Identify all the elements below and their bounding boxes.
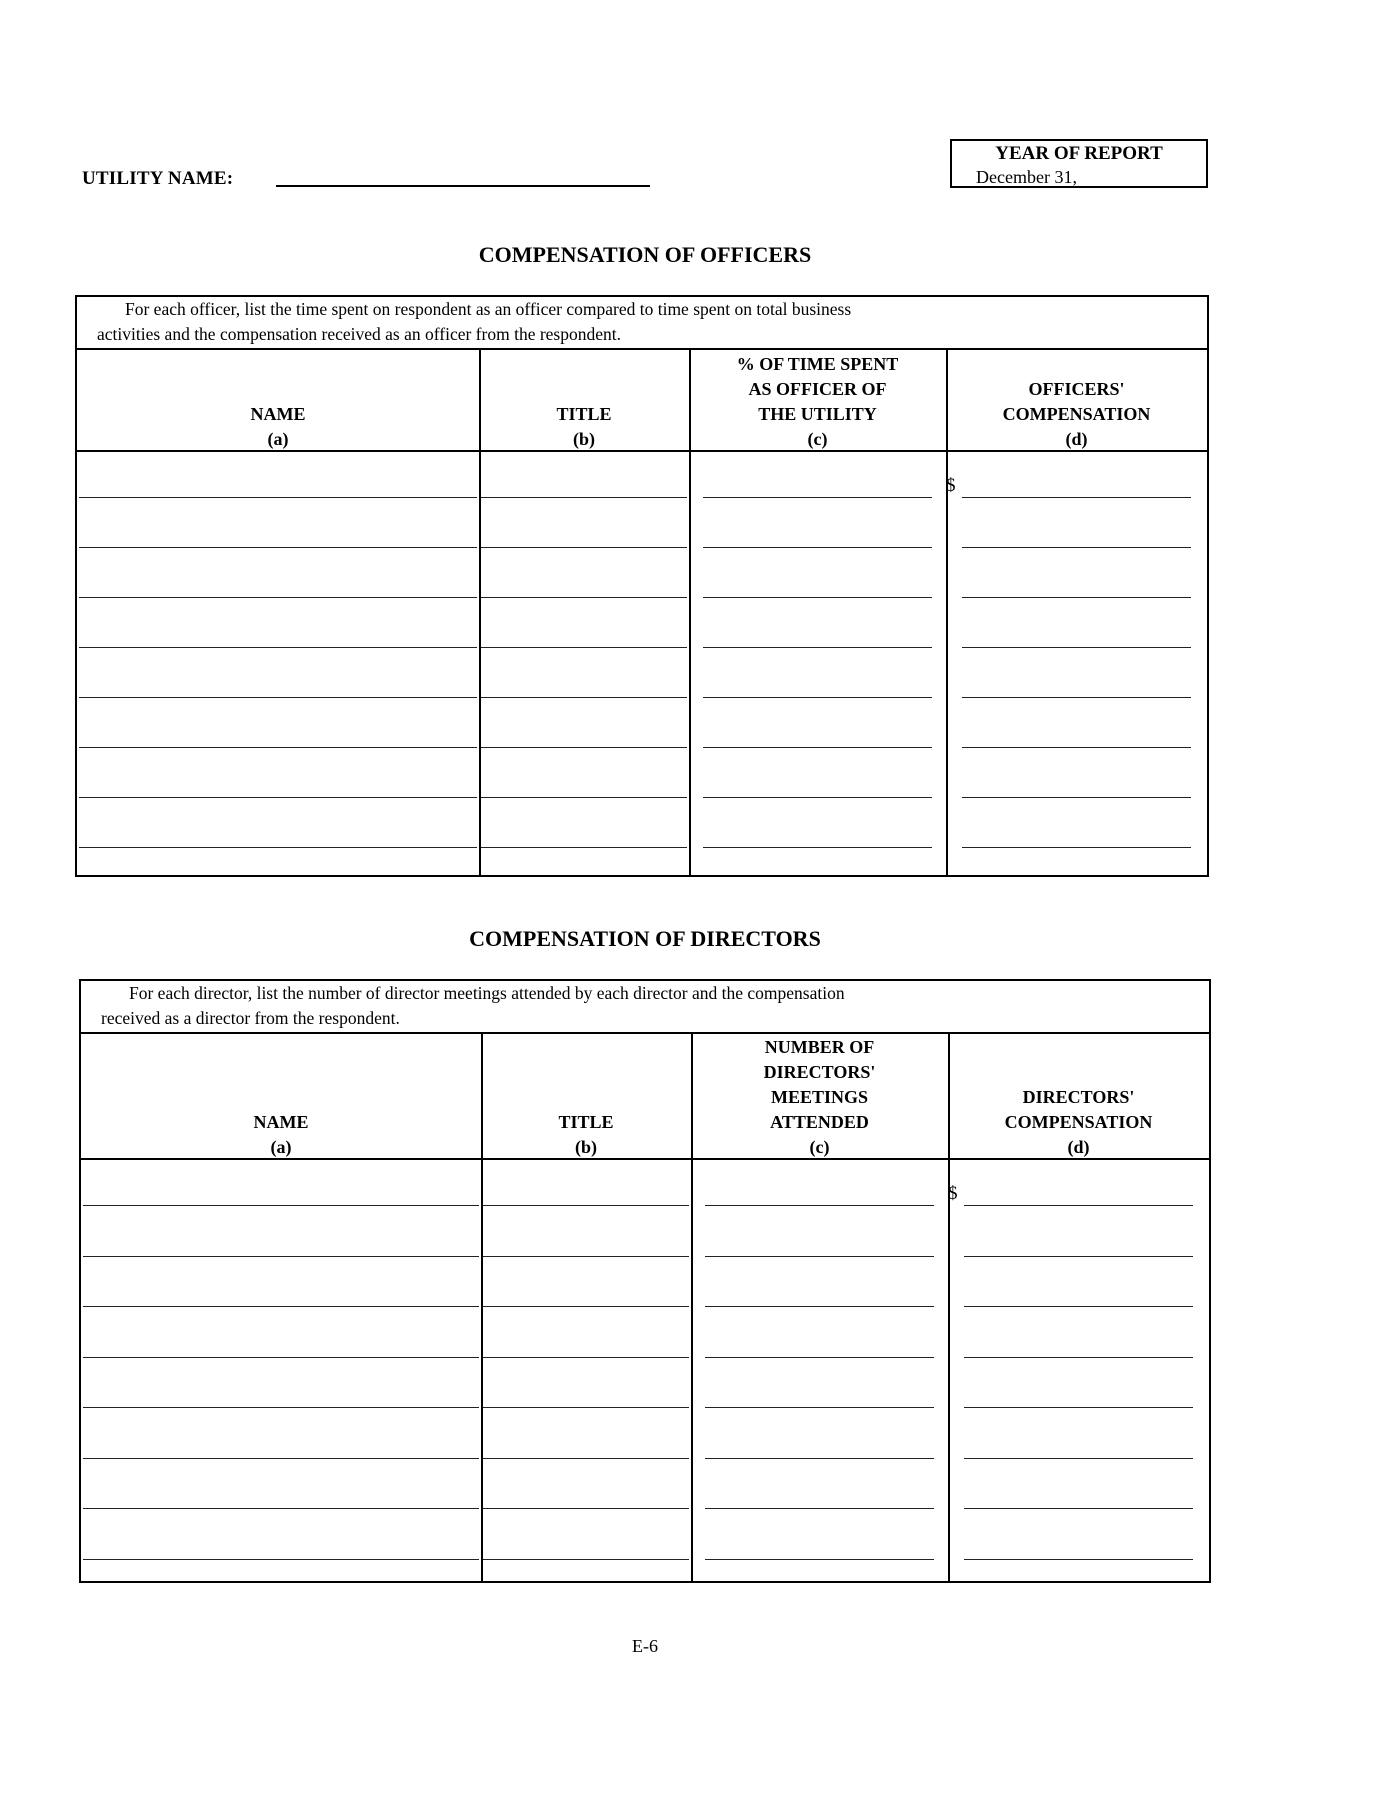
officers-compensation-entry-line[interactable] — [962, 497, 1191, 498]
directors-column-header-1 — [481, 1034, 691, 1160]
officers-compensation-entry-line[interactable] — [962, 747, 1191, 748]
officers-section-title: COMPENSATION OF OFFICERS — [478, 242, 812, 267]
page-number: E-6 — [632, 1636, 658, 1656]
officers-column-header-text: TITLE — [556, 404, 612, 424]
directors-column-header-text: (c) — [809, 1137, 830, 1157]
directors-name-entry-line[interactable] — [83, 1508, 479, 1509]
directors-name-entry-line[interactable] — [83, 1256, 479, 1257]
officers-name-entry-line[interactable] — [79, 647, 477, 648]
officers-column-header-text: (b) — [573, 429, 595, 449]
officers-title-entry-line[interactable] — [481, 747, 687, 748]
directors-title-entry-line[interactable] — [483, 1508, 689, 1509]
directors-title-entry-line[interactable] — [483, 1458, 689, 1459]
officers-title-entry-line[interactable] — [481, 697, 687, 698]
officers-column-header-text: THE UTILITY — [758, 404, 877, 424]
officers-col-c-entry-line[interactable] — [703, 747, 932, 748]
directors-col-c-entry-line[interactable] — [705, 1357, 934, 1358]
directors-compensation-entry-line[interactable] — [964, 1357, 1193, 1358]
officers-column-header-text: (a) — [267, 429, 289, 449]
officers-title-entry-line[interactable] — [481, 647, 687, 648]
officers-instruction-line1: For each officer, list the time spent on respondent as an officer compared to time spent on total business — [125, 299, 852, 319]
officers-col-c-entry-line[interactable] — [703, 597, 932, 598]
directors-name-entry-line[interactable] — [83, 1357, 479, 1358]
officers-compensation-entry-line[interactable] — [962, 847, 1191, 848]
officers-column-header-text: % OF TIME SPENT — [736, 354, 899, 374]
directors-col-c-entry-line[interactable] — [705, 1559, 934, 1560]
directors-col-c-entry-line[interactable] — [705, 1407, 934, 1408]
officers-column-header-3 — [946, 350, 1207, 452]
officers-title-entry-line[interactable] — [481, 547, 687, 548]
directors-compensation-entry-line[interactable] — [964, 1407, 1193, 1408]
utility-name-label: UTILITY NAME: — [82, 168, 234, 189]
officers-name-entry-line[interactable] — [79, 797, 477, 798]
directors-compensation-entry-line[interactable] — [964, 1306, 1193, 1307]
officers-name-entry-line[interactable] — [79, 747, 477, 748]
officers-compensation-entry-line[interactable] — [962, 797, 1191, 798]
officers-name-entry-line[interactable] — [79, 547, 477, 548]
officers-column-header-text: AS OFFICER OF — [748, 379, 887, 399]
officers-name-entry-line[interactable] — [79, 697, 477, 698]
directors-compensation-entry-line[interactable] — [964, 1256, 1193, 1257]
officers-instruction-line2: activities and the compensation received as an officer from the respondent. — [97, 324, 621, 344]
officers-instructions — [77, 297, 1207, 350]
directors-name-entry-line[interactable] — [83, 1205, 479, 1206]
directors-name-entry-line[interactable] — [83, 1458, 479, 1459]
officers-column-header-text: OFFICERS' — [1028, 379, 1125, 399]
directors-title-entry-line[interactable] — [483, 1357, 689, 1358]
directors-col-c-entry-line[interactable] — [705, 1306, 934, 1307]
officers-compensation-entry-line[interactable] — [962, 597, 1191, 598]
officers-title-entry-line[interactable] — [481, 847, 687, 848]
year-of-report-title: YEAR OF REPORT — [995, 143, 1163, 164]
directors-column-header-0 — [81, 1034, 481, 1160]
officers-column-header-1 — [479, 350, 689, 452]
directors-title-entry-line[interactable] — [483, 1559, 689, 1560]
officers-col-c-entry-line[interactable] — [703, 497, 932, 498]
officers-col-c-entry-line[interactable] — [703, 647, 932, 648]
directors-col-c-entry-line[interactable] — [705, 1458, 934, 1459]
directors-name-entry-line[interactable] — [83, 1306, 479, 1307]
directors-col-c-entry-line[interactable] — [705, 1256, 934, 1257]
officers-column-header-2 — [689, 350, 946, 452]
officers-compensation-entry-line[interactable] — [962, 647, 1191, 648]
directors-column-header-text: DIRECTORS' — [1022, 1087, 1135, 1107]
officers-title-entry-line[interactable] — [481, 597, 687, 598]
directors-instruction-line2: received as a director from the respondent. — [101, 1008, 400, 1028]
directors-title-entry-line[interactable] — [483, 1205, 689, 1206]
officers-name-entry-line[interactable] — [79, 497, 477, 498]
directors-instructions — [81, 981, 1209, 1034]
year-of-report-date: December 31, — [976, 167, 1077, 187]
directors-section-title: COMPENSATION OF DIRECTORS — [469, 926, 821, 951]
directors-column-header-text: ATTENDED — [770, 1112, 869, 1132]
officers-column-header-text: NAME — [250, 404, 306, 424]
officers-dollar-sign: $ — [946, 475, 956, 496]
officers-col-c-entry-line[interactable] — [703, 697, 932, 698]
directors-name-entry-line[interactable] — [83, 1559, 479, 1560]
directors-column-header-text: COMPENSATION — [1004, 1112, 1153, 1132]
officers-column-header-0 — [77, 350, 479, 452]
directors-column-header-text: DIRECTORS' — [763, 1062, 876, 1082]
year-of-report-box — [950, 139, 1208, 188]
directors-compensation-entry-line[interactable] — [964, 1559, 1193, 1560]
directors-column-header-3 — [948, 1034, 1209, 1160]
officers-table — [75, 295, 1209, 877]
officers-column-header-text: (c) — [807, 429, 828, 449]
officers-column-header-text: (d) — [1065, 429, 1088, 449]
officers-column-header-text: COMPENSATION — [1002, 404, 1151, 424]
directors-table — [79, 979, 1211, 1583]
directors-compensation-entry-line[interactable] — [964, 1205, 1193, 1206]
directors-dollar-sign: $ — [948, 1183, 958, 1204]
directors-title-entry-line[interactable] — [483, 1256, 689, 1257]
officers-compensation-entry-line[interactable] — [962, 547, 1191, 548]
directors-title-entry-line[interactable] — [483, 1407, 689, 1408]
officers-col-c-entry-line[interactable] — [703, 797, 932, 798]
directors-column-header-2 — [691, 1034, 948, 1160]
utility-name-field[interactable] — [276, 185, 650, 187]
directors-column-header-text: (d) — [1067, 1137, 1090, 1157]
directors-name-entry-line[interactable] — [83, 1407, 479, 1408]
directors-column-header-text: NUMBER OF — [764, 1037, 875, 1057]
directors-column-header-text: NAME — [253, 1112, 309, 1132]
officers-compensation-entry-line[interactable] — [962, 697, 1191, 698]
officers-title-entry-line[interactable] — [481, 797, 687, 798]
directors-column-header-text: TITLE — [558, 1112, 614, 1132]
directors-compensation-entry-line[interactable] — [964, 1508, 1193, 1509]
directors-compensation-entry-line[interactable] — [964, 1458, 1193, 1459]
officers-name-entry-line[interactable] — [79, 847, 477, 848]
officers-col-c-entry-line[interactable] — [703, 547, 932, 548]
directors-title-entry-line[interactable] — [483, 1306, 689, 1307]
officers-col-c-entry-line[interactable] — [703, 847, 932, 848]
directors-column-header-text: MEETINGS — [770, 1087, 869, 1107]
directors-instruction-line1: For each director, list the number of director meetings attended by each director and the compensation — [129, 983, 845, 1003]
officers-title-entry-line[interactable] — [481, 497, 687, 498]
directors-col-c-entry-line[interactable] — [705, 1508, 934, 1509]
directors-column-header-text: (a) — [270, 1137, 292, 1157]
officers-name-entry-line[interactable] — [79, 597, 477, 598]
directors-col-c-entry-line[interactable] — [705, 1205, 934, 1206]
directors-column-header-text: (b) — [575, 1137, 597, 1157]
